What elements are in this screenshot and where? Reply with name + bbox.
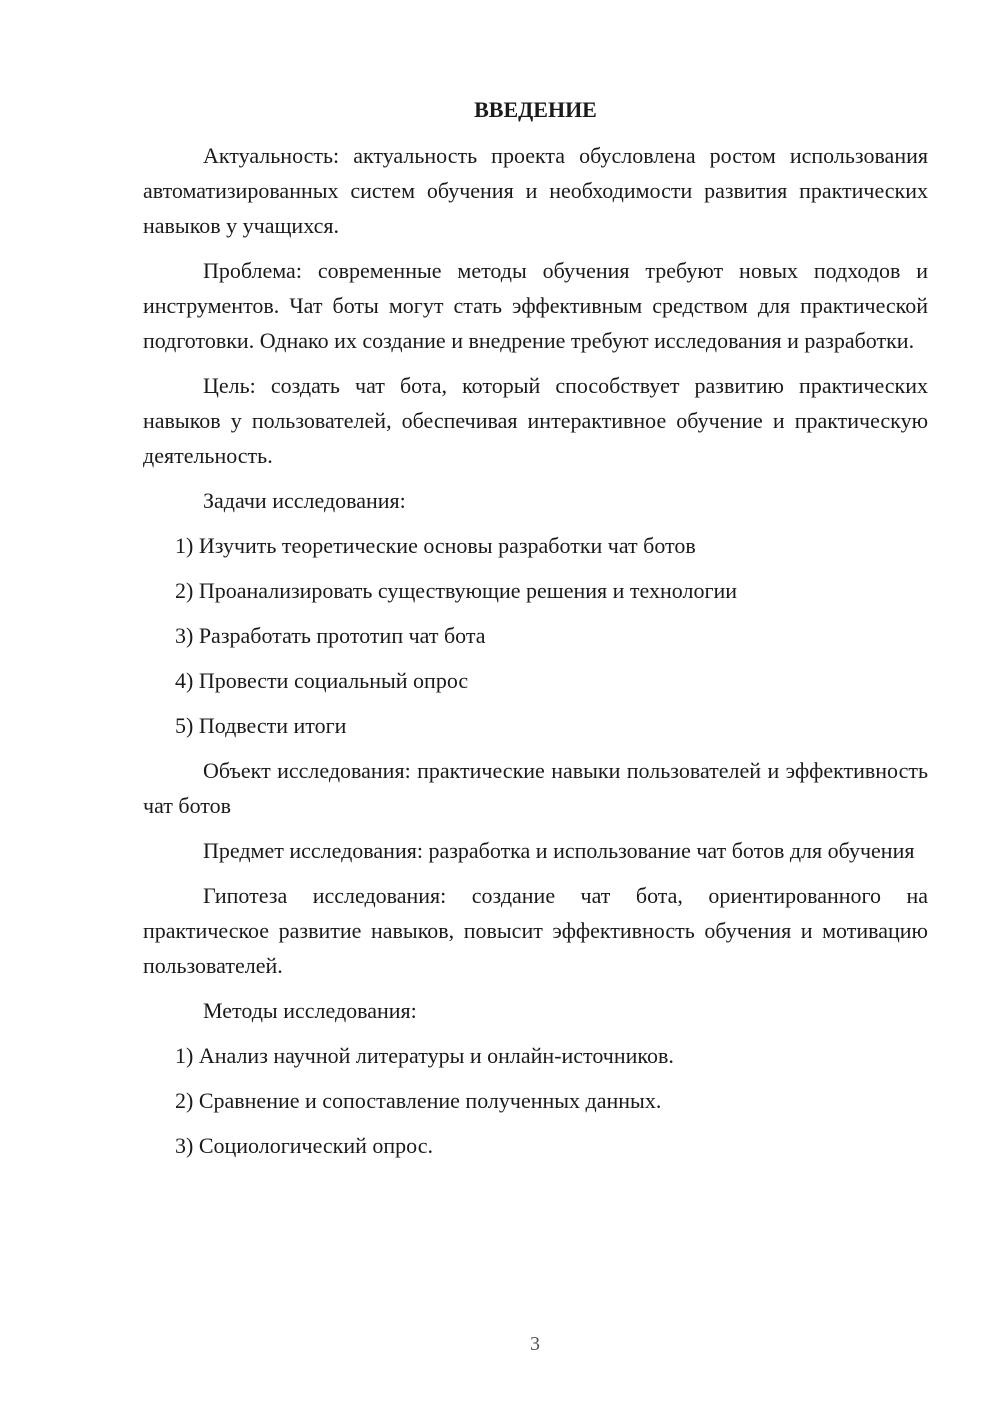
relevance-paragraph: Актуальность: актуальность проекта обусловлена ростом использования автоматизированных систем обучения и необходимости развития практических навыков у учащихся. xyxy=(143,143,928,238)
method-item: 3) Социологический опрос. xyxy=(175,1133,433,1158)
task-item: 1) Изучить теоретические основы разработки чат ботов xyxy=(175,533,696,558)
task-item: 2) Проанализировать существующие решения и технологии xyxy=(175,578,738,603)
tasks-heading: Задачи исследования: xyxy=(203,488,406,513)
section-title: ВВЕДЕНИЕ xyxy=(474,97,597,122)
method-item: 1) Анализ научной литературы и онлайн-источников. xyxy=(175,1043,674,1068)
problem-paragraph: Проблема: современные методы обучения требуют новых подходов и инструментов. Чат боты могут стать эффективным средством для практической подготовки. Однако их создание и внедрение требуют исследования и разработки. xyxy=(143,258,928,353)
goal-paragraph: Цель: создать чат бота, который способствует развитию практических навыков у пользователей, обеспечивая интерактивное обучение и практическую деятельность. xyxy=(143,373,928,468)
subject-paragraph: Предмет исследования: разработка и использование чат ботов для обучения xyxy=(203,838,915,863)
hypothesis-paragraph: Гипотеза исследования: создание чат бота, ориентированного на практическое развитие навыков, повысит эффективность обучения и мотивацию пользователей. xyxy=(143,883,928,978)
task-item: 4) Провести социальный опрос xyxy=(175,668,469,693)
page-content xyxy=(143,94,928,1173)
method-item: 2) Сравнение и сопоставление полученных данных. xyxy=(175,1088,662,1113)
methods-heading: Методы исследования: xyxy=(203,998,417,1023)
task-item: 5) Подвести итоги xyxy=(175,713,347,738)
task-item: 3) Разработать прототип чат бота xyxy=(175,623,486,648)
tasks-list xyxy=(143,528,928,743)
methods-list xyxy=(143,1038,928,1163)
object-paragraph: Объект исследования: практические навыки пользователей и эффективность чат ботов xyxy=(143,758,928,818)
page-number: 3 xyxy=(530,1333,540,1355)
